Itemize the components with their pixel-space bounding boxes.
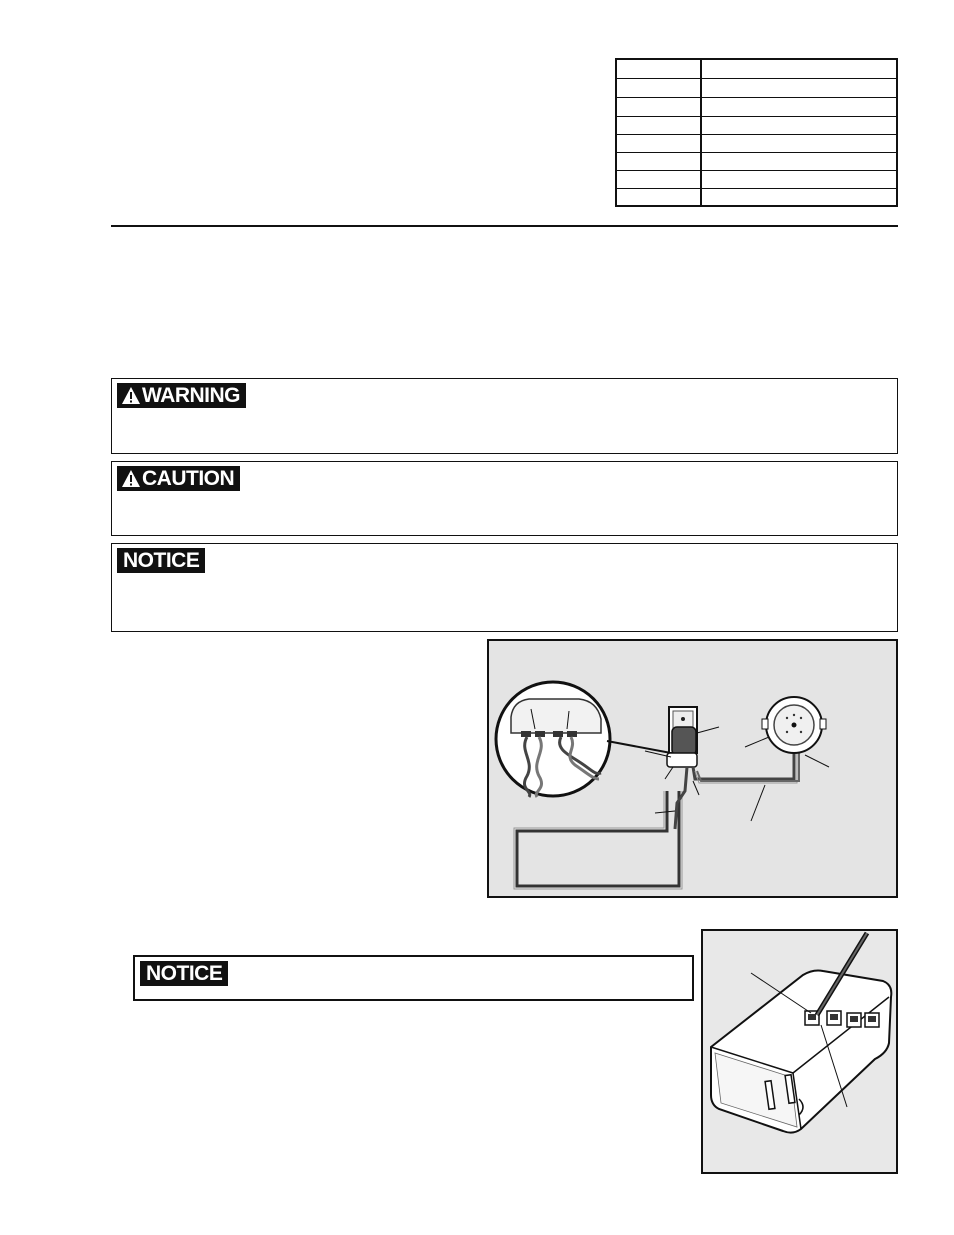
warning-signal-word: [117, 383, 246, 408]
table-cell: [617, 60, 702, 78]
table-cell: [617, 188, 702, 206]
detail-pointer-line: [607, 741, 671, 753]
table-cell: [617, 134, 702, 152]
wire-loop: [517, 791, 679, 886]
notice-box: [133, 955, 694, 1001]
spec-table: [615, 58, 898, 207]
alert-triangle-icon: [121, 386, 141, 405]
table-row: [617, 79, 896, 98]
notice-label: NOTICE: [117, 548, 205, 573]
table-cell: [698, 170, 896, 188]
power-adapter: [672, 727, 696, 755]
wiring-diagram: [489, 641, 896, 896]
table-cell: [617, 152, 702, 170]
notice-label: NOTICE: [140, 961, 228, 986]
terminal-screw: [521, 731, 531, 737]
table-cell: [698, 152, 896, 170]
table-row: [617, 116, 896, 135]
warning-box: [111, 378, 898, 454]
module-figure: [701, 929, 898, 1174]
cable: [675, 767, 687, 829]
terminal-screw: [567, 731, 577, 737]
table-row: [617, 98, 896, 117]
table-cell: [617, 98, 702, 116]
table-cell: [698, 98, 896, 116]
callout-leader: [805, 755, 829, 767]
table-cell: [617, 79, 702, 97]
table-row: [617, 152, 896, 171]
warning-label: WARNING: [142, 384, 240, 407]
wiring-diagram-figure: [487, 639, 898, 898]
callout-leader: [751, 785, 765, 821]
table-row: [617, 60, 896, 79]
notice-box: [111, 543, 898, 632]
table-row: [617, 188, 896, 206]
terminal-screw: [553, 731, 563, 737]
terminal-block: [511, 699, 601, 733]
table-cell: [617, 170, 702, 188]
section-divider: [111, 225, 898, 227]
table-row: [617, 170, 896, 189]
table-cell: [617, 116, 702, 134]
caution-label: CAUTION: [142, 467, 235, 490]
module-illustration: [703, 931, 896, 1172]
table-cell: [698, 79, 896, 97]
terminal-screw: [535, 731, 545, 737]
callout-leader: [693, 781, 699, 795]
callout-leader: [655, 811, 675, 813]
table-cell: [698, 116, 896, 134]
caution-signal-word: [117, 466, 240, 491]
table-row: [617, 134, 896, 153]
alert-triangle-icon: [121, 469, 141, 488]
callout-leader: [745, 737, 769, 747]
table-cell: [698, 60, 896, 78]
table-cell: [698, 134, 896, 152]
adapter-base: [667, 753, 697, 767]
callout-leader: [697, 727, 719, 733]
caution-box: [111, 461, 898, 536]
wire-loop-outline: [514, 791, 682, 889]
callout-leader: [665, 767, 673, 779]
table-cell: [698, 188, 896, 206]
